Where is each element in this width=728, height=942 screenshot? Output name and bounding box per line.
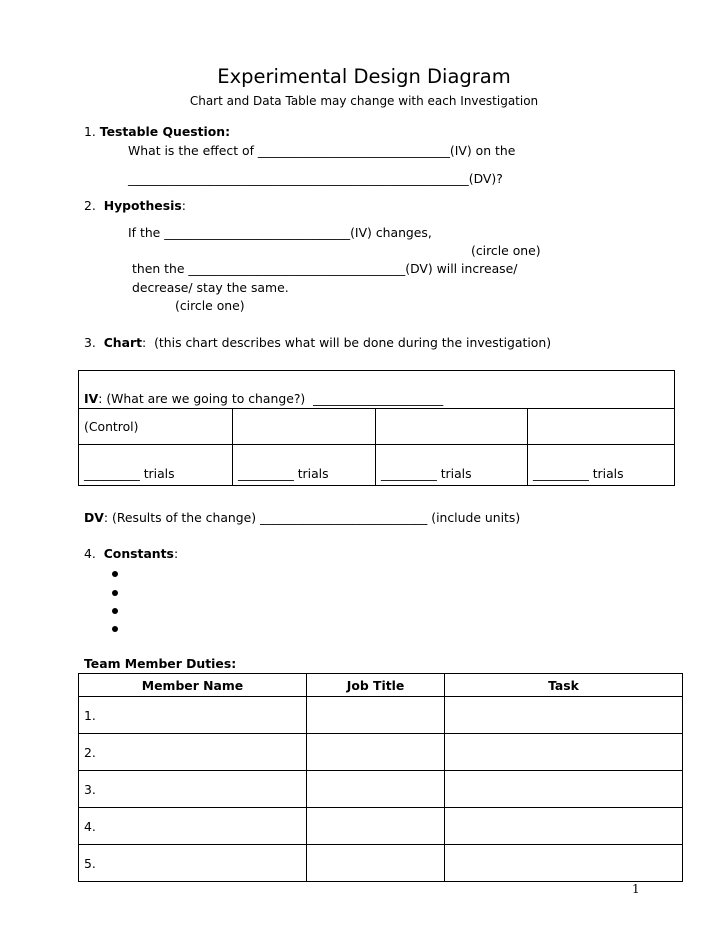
page-title: Experimental Design Diagram bbox=[217, 65, 511, 88]
task-cell bbox=[445, 697, 683, 734]
section-3-description: : (this chart describes what will be done during the investigation) bbox=[142, 335, 552, 350]
member-name-cell: 4. bbox=[79, 808, 307, 845]
table-row bbox=[79, 771, 683, 808]
trials-cell: _________ trials bbox=[79, 445, 233, 486]
section-2-heading bbox=[84, 200, 186, 212]
section-3-heading bbox=[84, 337, 551, 349]
section-2-title: Hypothesis bbox=[103, 198, 182, 213]
job-title-cell bbox=[307, 845, 445, 882]
trials-cell: _________ trials bbox=[528, 445, 675, 486]
column-header-task: Task bbox=[445, 674, 683, 697]
member-name-cell: 1. bbox=[79, 697, 307, 734]
task-cell bbox=[445, 771, 683, 808]
chart-table-control-row bbox=[79, 409, 675, 445]
page-subtitle: Chart and Data Table may change with each Investigation bbox=[189, 94, 539, 108]
chart-cell bbox=[528, 409, 675, 445]
constant-bullet bbox=[112, 590, 118, 596]
section-3-title: Chart bbox=[103, 335, 143, 350]
control-cell: (Control) bbox=[79, 409, 233, 445]
hypothesis-line-2: then the ___________________________________(DV) will increase/ bbox=[132, 261, 518, 276]
section-1-heading bbox=[84, 126, 230, 138]
task-cell bbox=[445, 808, 683, 845]
hypothesis-circle-note-1: (circle one) bbox=[471, 243, 541, 258]
iv-label: IV bbox=[84, 391, 99, 406]
section-4-colon: : bbox=[173, 546, 179, 561]
hypothesis-line-3: decrease/ stay the same. bbox=[132, 280, 289, 295]
member-name-cell: 3. bbox=[79, 771, 307, 808]
job-title-cell bbox=[307, 734, 445, 771]
table-row bbox=[79, 808, 683, 845]
chart-table-iv-row bbox=[79, 371, 675, 409]
page-number: 1 bbox=[632, 882, 640, 896]
table-row bbox=[79, 845, 683, 882]
chart-cell bbox=[376, 409, 528, 445]
chart-cell bbox=[233, 409, 376, 445]
job-title-cell bbox=[307, 771, 445, 808]
trials-cell: _________ trials bbox=[376, 445, 528, 486]
section-3-number: 3. bbox=[84, 335, 96, 350]
chart-table bbox=[78, 370, 675, 486]
dv-line bbox=[84, 512, 520, 524]
constant-bullet bbox=[112, 608, 118, 614]
table-row bbox=[79, 697, 683, 734]
task-cell bbox=[445, 845, 683, 882]
team-duties-heading: Team Member Duties: bbox=[84, 656, 237, 671]
team-duties-table bbox=[78, 673, 683, 882]
section-1-title: Testable Question: bbox=[99, 124, 231, 139]
section-2-colon: : bbox=[181, 198, 186, 213]
hypothesis-circle-note-2: (circle one) bbox=[175, 298, 245, 313]
section-2-number: 2. bbox=[84, 198, 96, 213]
team-table-header-row bbox=[79, 674, 683, 697]
column-header-job-title: Job Title bbox=[307, 674, 445, 697]
constant-bullet bbox=[112, 571, 118, 577]
job-title-cell bbox=[307, 808, 445, 845]
section-4-heading bbox=[84, 548, 178, 560]
member-name-cell: 5. bbox=[79, 845, 307, 882]
section-4-title: Constants bbox=[103, 546, 174, 561]
testable-question-line-1: What is the effect of _______________________________(IV) on the bbox=[128, 143, 516, 158]
constant-bullet bbox=[112, 626, 118, 632]
dv-text: : (Results of the change) ___________________________ (include units) bbox=[103, 510, 521, 525]
dv-label: DV bbox=[84, 510, 104, 525]
iv-cell bbox=[79, 371, 675, 409]
job-title-cell bbox=[307, 697, 445, 734]
chart-table-trials-row bbox=[79, 445, 675, 486]
trials-cell: _________ trials bbox=[233, 445, 376, 486]
iv-text: : (What are we going to change?) _____________________ bbox=[98, 391, 444, 406]
section-1-number: 1. bbox=[84, 124, 96, 139]
testable-question-line-2: _______________________________________________________(DV)? bbox=[128, 171, 503, 186]
section-4-number: 4. bbox=[84, 546, 96, 561]
table-row bbox=[79, 734, 683, 771]
task-cell bbox=[445, 734, 683, 771]
column-header-member-name: Member Name bbox=[79, 674, 307, 697]
hypothesis-line-1: If the ______________________________(IV) changes, bbox=[128, 225, 432, 240]
member-name-cell: 2. bbox=[79, 734, 307, 771]
